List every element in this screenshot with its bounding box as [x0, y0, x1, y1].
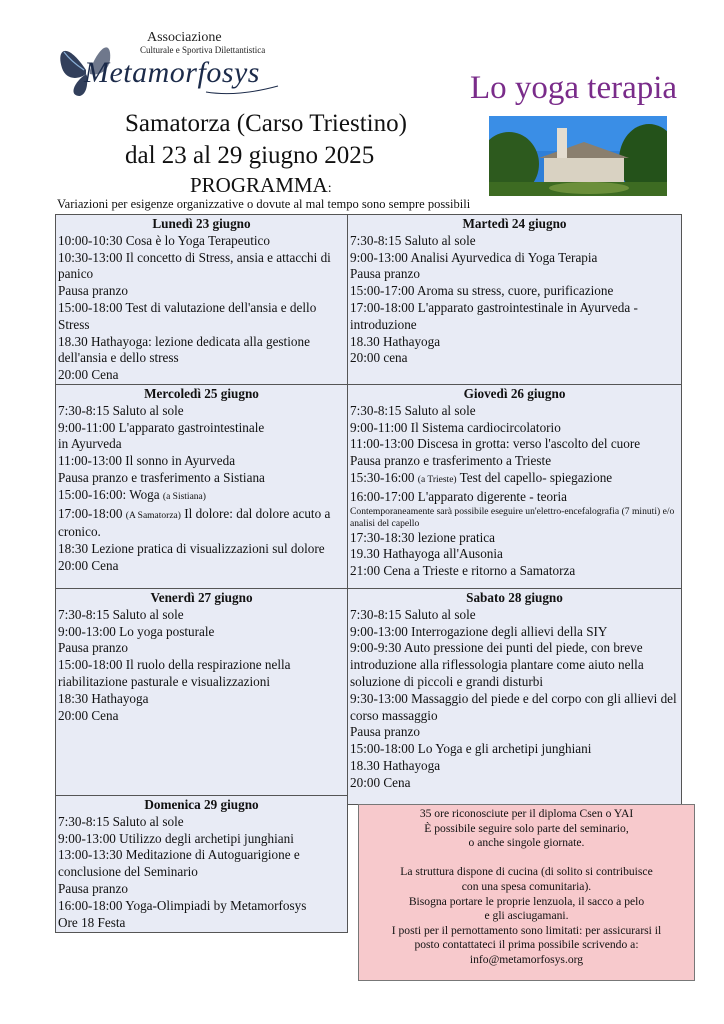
schedule-line: 20:00 cena	[350, 350, 408, 366]
schedule-line: 15:30-16:00 (a Trieste) Test del capello- spiegazione	[350, 469, 613, 485]
assoc-title: Associazione	[147, 30, 222, 45]
day-title: Mercoledì 25 giugno	[144, 386, 259, 401]
schedule-line: 7:30-8:15 Saluto al sole	[350, 232, 476, 248]
day-title: Sabato 28 giugno	[466, 590, 563, 605]
schedule-line: 9:00-11:00 Il Sistema cardiocircolatorio	[350, 419, 561, 435]
info-line: posto contattateci il prima possibile scrivendo a:	[414, 938, 639, 952]
dates: dal 23 al 29 giugno 2025	[125, 142, 375, 169]
info-line: La struttura dispone di cucina (di solito si contribuisce	[400, 865, 653, 879]
schedule-line: 15:00-17:00 Aroma su stress, cuore, purificazione	[350, 283, 614, 299]
schedule-line: 15:00-18:00 Test di valutazione dell'ansia e dello Stress	[58, 299, 317, 332]
info-line: 35 ore riconosciute per il diploma Csen o YAI	[419, 807, 634, 820]
schedule-line: Pausa pranzo	[58, 283, 128, 299]
info-line: I posti per il pernottamento sono limitati: per assicurarsi il	[391, 923, 662, 937]
day-cell-wednesday	[55, 384, 348, 589]
schedule-line: 7:30-8:15 Saluto al sole	[350, 402, 476, 418]
schedule-line: Pausa pranzo	[58, 640, 128, 656]
info-line: con una spesa comunitaria).	[461, 879, 592, 893]
schedule-line: 11:00-13:00 Discesa in grotta: verso l'ascolto del cuore	[350, 436, 641, 452]
info-line	[359, 851, 694, 866]
schedule-line: in Ayurveda	[58, 436, 122, 452]
day-title: Lunedì 23 giugno	[152, 216, 251, 231]
schedule-line: 20:00 Cena	[58, 557, 119, 573]
event-title: Lo yoga terapia	[470, 70, 678, 106]
schedule-line: 9:00-9:30 Auto pressione dei punti del piede, con breve introduzione alla riflessologia plantare come aiuto nella soluzione di piccoli e grandi disturbi	[350, 640, 644, 689]
schedule-line: 18.30 Hathayoga: lezione dedicata alla gestione dell'ansia e dello stress	[58, 333, 310, 366]
info-box	[358, 804, 695, 981]
schedule-line: 17:00-18:00 L'apparato gastrointestinale in Ayurveda - introduzione	[350, 299, 638, 332]
schedule-line: 7:30-8:15 Saluto al sole	[58, 606, 184, 622]
programma-heading: PROGRAMMA:	[190, 173, 332, 197]
day-title: Domenica 29 giugno	[144, 797, 259, 812]
day-cell-sunday	[55, 795, 348, 933]
schedule-line: 15:00-18:00 Il ruolo della respirazione nella riabilitazione pasturale e visualizzazioni	[58, 657, 291, 689]
schedule-line: 11:00-13:00 Il sonno in Ayurveda	[58, 453, 236, 469]
schedule-line: 15:00-18:00 Lo Yoga e gli archetipi junghiani	[350, 741, 592, 757]
assoc-subtitle: Culturale e Sportiva Dilettantistica	[140, 45, 266, 55]
info-line: È possibile seguire solo parte del seminario,	[424, 821, 629, 835]
schedule-line: 9:30-13:00 Massaggio del piede e del corpo con gli allievi del corso massaggio	[350, 690, 677, 723]
day-cell-tuesday	[347, 214, 682, 385]
schedule-line: 21:00 Cena a Trieste e ritorno a Samatorza	[350, 563, 576, 579]
day-title: Martedì 24 giugno	[462, 216, 567, 231]
day-cell-friday	[55, 588, 348, 796]
email-link[interactable]: info@metamorfosys.org	[469, 952, 584, 966]
schedule-line: 20:00 Cena	[58, 367, 119, 383]
day-cell-monday	[55, 214, 348, 385]
schedule-line: 16:00-18:00 Yoga-Olimpiadi by Metamorfosys	[58, 897, 307, 913]
schedule-line: 7:30-8:15 Saluto al sole	[350, 606, 476, 622]
day-title: Giovedì 26 giugno	[463, 386, 566, 401]
schedule-line: Ore 18 Festa	[58, 914, 126, 930]
schedule-line: 15:00-16:00: Woga (a Sistiana)	[58, 486, 206, 502]
schedule-line: 9:00-13:00 Analisi Ayurvedica di Yoga Terapia	[350, 249, 598, 265]
schedule-line: 9:00-13:00 Utilizzo degli archetipi junghiani	[58, 830, 294, 846]
schedule-note: Contemporaneamente sarà possibile eseguire un'elettro-encefalografia (7 minuti) e/o analisi del capello	[350, 505, 675, 529]
schedule-line: 9:00-13:00 Lo yoga posturale	[58, 623, 215, 639]
schedule-line: 20:00 Cena	[58, 707, 119, 723]
schedule-line: 10:30-13:00 Il concetto di Stress, ansia e attacchi di panico	[58, 249, 331, 282]
day-cell-thursday	[347, 384, 682, 589]
schedule-line: 7:30-8:15 Saluto al sole	[58, 402, 184, 418]
schedule-line: 18.30 Hathayoga	[350, 333, 441, 349]
schedule-line: 18.30 Hathayoga	[350, 757, 441, 773]
venue-photo	[489, 116, 667, 196]
schedule-line: 7:30-8:15 Saluto al sole	[58, 813, 184, 829]
schedule-line: 10:00-10:30 Cosa è lo Yoga Terapeutico	[58, 232, 271, 248]
schedule-line: 16:00-17:00 L'apparato digerente - teoria	[350, 488, 567, 504]
schedule-line: 18:30 Lezione pratica di visualizzazioni sul dolore	[58, 541, 325, 557]
assoc-name: Metamorfosys	[84, 56, 260, 89]
schedule-line: Pausa pranzo e trasferimento a Sistiana	[58, 469, 265, 485]
schedule-line: 9:00-13:00 Interrogazione degli allievi della SIY	[350, 623, 608, 639]
info-line: e gli asciugamani.	[484, 909, 569, 923]
schedule-line: 17:00-18:00 (A Samatorza) Il dolore: dal dolore acuto a cronico.	[58, 505, 331, 540]
schedule-line: Pausa pranzo	[350, 266, 420, 282]
day-cell-saturday	[347, 588, 682, 796]
schedule-line: Pausa pranzo e trasferimento a Trieste	[350, 453, 552, 469]
schedule-line: Pausa pranzo	[58, 880, 128, 896]
variations-note: Variazioni per esigenze organizzative o dovute al mal tempo sono sempre possibili	[57, 197, 471, 211]
schedule-line: 9:00-11:00 L'apparato gastrointestinale	[58, 419, 265, 435]
info-line: Bisogna portare le proprie lenzuola, il sacco a pelo	[408, 894, 645, 908]
schedule-line: 18:30 Hathayoga	[58, 690, 149, 706]
day-title: Venerdì 27 giugno	[150, 590, 253, 605]
schedule-line: 20:00 Cena	[350, 774, 411, 790]
info-line: o anche singole giornate.	[468, 836, 585, 850]
schedule-line: Pausa pranzo	[350, 724, 420, 740]
schedule-line: 17:30-18:30 lezione pratica	[350, 529, 496, 545]
venue: Samatorza (Carso Triestino)	[125, 110, 407, 137]
schedule-line: 13:00-13:30 Meditazione di Autoguarigione e conclusione del Seminario	[58, 847, 300, 880]
schedule-line: 19.30 Hathayoga all'Ausonia	[350, 546, 503, 562]
